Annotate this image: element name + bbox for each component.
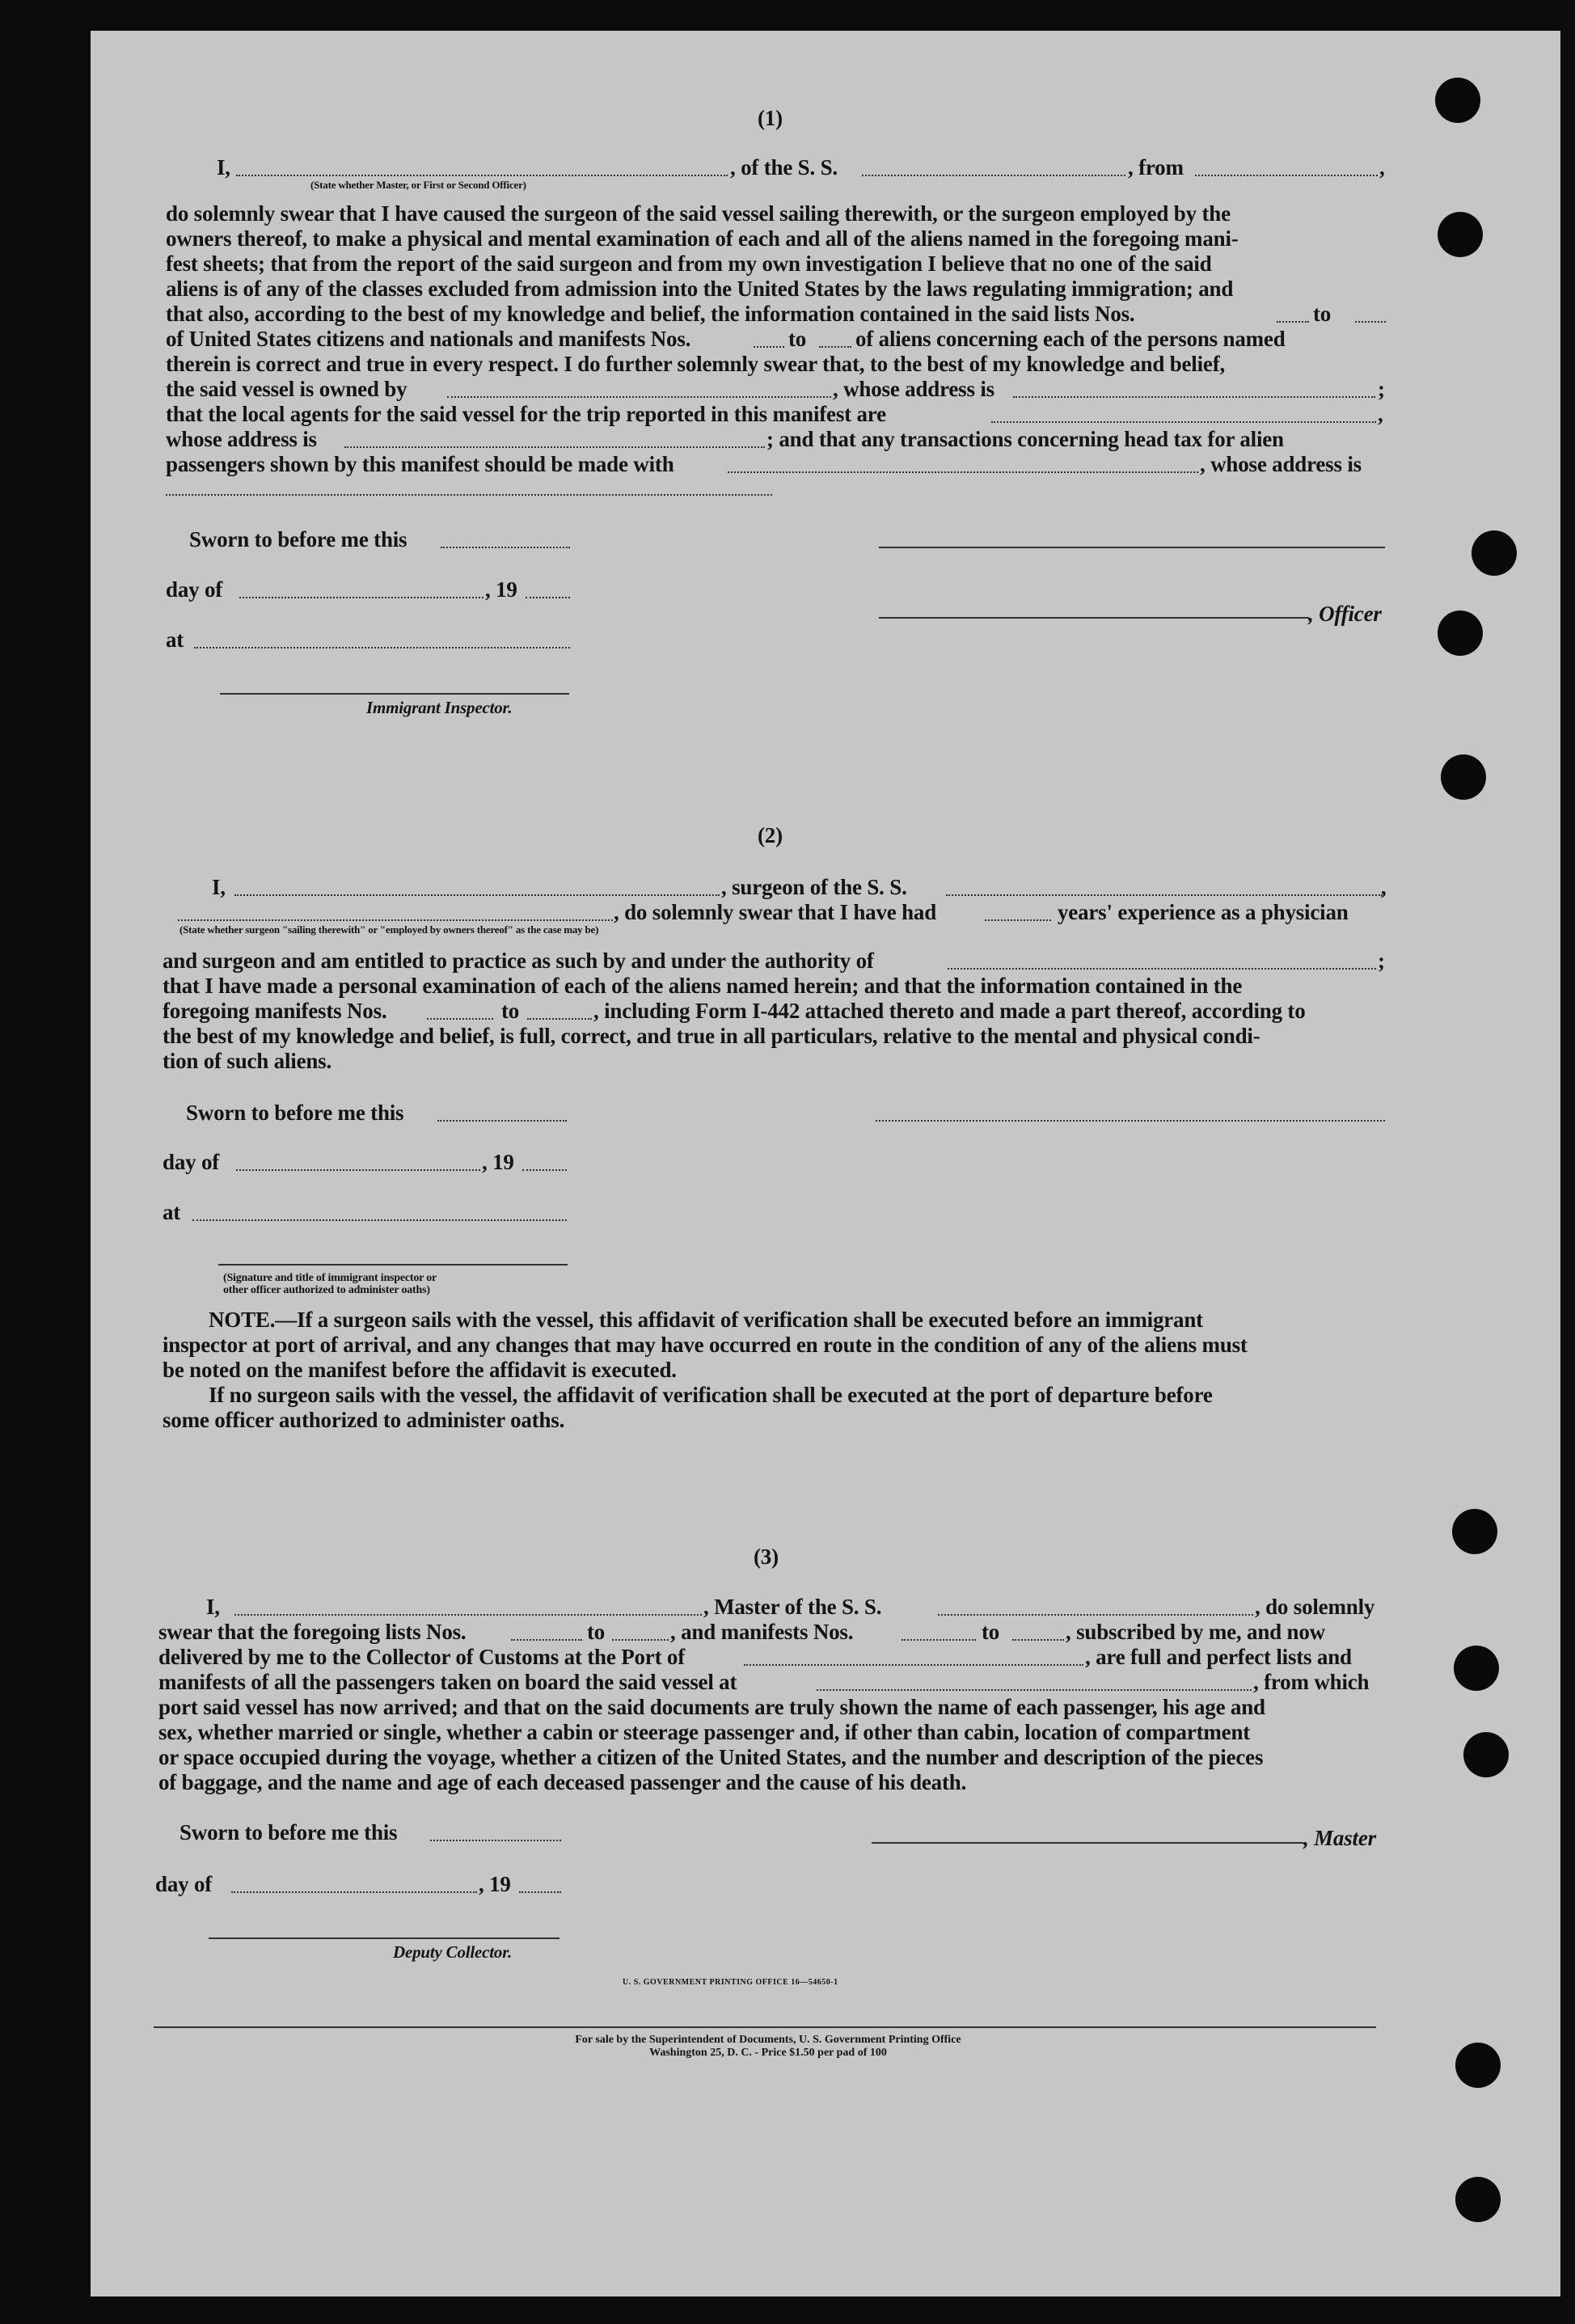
blank-line bbox=[437, 1120, 567, 1122]
signature-line bbox=[218, 1264, 568, 1266]
note-text bbox=[209, 1309, 1203, 1331]
punch-hole bbox=[1452, 1509, 1497, 1554]
punch-hole bbox=[1463, 1732, 1509, 1777]
form-text: , do solemnly swear that I have had bbox=[614, 900, 937, 924]
signature-line bbox=[879, 547, 1385, 548]
punch-hole bbox=[1454, 1646, 1499, 1691]
blank-line bbox=[430, 1840, 561, 1841]
blank-line bbox=[612, 1639, 669, 1641]
form-text: and surgeon and am entitled to practice as such by and under the authority of bbox=[163, 949, 874, 973]
signature-caption: Deputy Collector. bbox=[393, 1942, 513, 1962]
form-text: , bbox=[1381, 875, 1387, 899]
form-text: ; and that any transactions concerning head tax for alien bbox=[766, 427, 1284, 451]
blank-line bbox=[178, 919, 613, 921]
form-text: delivered by me to the Collector of Customs at the Port of bbox=[158, 1645, 686, 1669]
blank-line bbox=[239, 597, 483, 598]
form-text: I, bbox=[212, 875, 226, 899]
field-caption: (State whether Master, or First or Second Officer) bbox=[310, 179, 526, 191]
form-text: to bbox=[587, 1620, 606, 1644]
form-text: , and manifests Nos. bbox=[670, 1620, 854, 1644]
blank-line bbox=[231, 1891, 477, 1893]
blank-line bbox=[817, 1689, 1252, 1691]
form-text: , of the S. S. bbox=[730, 155, 838, 180]
form-text: to bbox=[788, 327, 807, 351]
punch-hole bbox=[1438, 611, 1483, 656]
blank-line bbox=[819, 346, 851, 348]
punch-hole bbox=[1455, 2177, 1501, 2222]
blank-line bbox=[1355, 321, 1386, 323]
signature-line bbox=[879, 617, 1309, 619]
blank-line bbox=[991, 421, 1376, 423]
form-text: of United States citizens and nationals and manifests Nos. bbox=[166, 327, 691, 351]
footer-rule bbox=[154, 2026, 1376, 2028]
form-text: owners thereof, to make a physical and mental examination of each and all of the aliens named in the foregoing mani- bbox=[166, 226, 1239, 251]
form-text: , whose address is bbox=[1200, 452, 1362, 476]
form-text: of aliens concerning each of the persons named bbox=[855, 327, 1286, 351]
signature-line bbox=[876, 1120, 1385, 1122]
form-text: to bbox=[501, 999, 520, 1023]
blank-line bbox=[862, 175, 1125, 176]
blank-line bbox=[519, 1891, 561, 1893]
form-text: , 19 bbox=[482, 1150, 514, 1174]
form-text: or space occupied during the voyage, whether a citizen of the United States, and the number and description of the pieces bbox=[158, 1745, 1264, 1769]
blank-line bbox=[526, 597, 570, 598]
form-text: manifests of all the passengers taken on board the said vessel at bbox=[158, 1670, 737, 1694]
punch-hole bbox=[1438, 212, 1483, 257]
form-text: , surgeon of the S. S. bbox=[721, 875, 907, 899]
blank-line bbox=[754, 346, 784, 348]
punch-hole bbox=[1441, 754, 1486, 800]
signature-caption: , Master bbox=[1303, 1826, 1376, 1850]
signature-caption: (Signature and title of immigrant inspector or bbox=[223, 1272, 437, 1284]
blank-line bbox=[236, 1169, 480, 1171]
section-number: (3) bbox=[754, 1544, 779, 1569]
note-text: inspector at port of arrival, and any changes that may have occurred en route in the condition of any of the aliens must bbox=[163, 1333, 1248, 1357]
note-body: —If a surgeon sails with the vessel, this affidavit of verification shall be executed before an immigrant bbox=[275, 1308, 1203, 1332]
form-text: foregoing manifests Nos. bbox=[163, 999, 387, 1023]
form-text: , whose address is bbox=[833, 377, 994, 401]
form-text: aliens is of any of the classes excluded from admission into the United States by the laws regulating immigration; and bbox=[166, 277, 1234, 301]
form-text: , Master of the S. S. bbox=[703, 1595, 882, 1619]
form-text: Sworn to before me this bbox=[189, 527, 407, 551]
form-text: therein is correct and true in every respect. I do further solemnly swear that, to the best of my knowledge and belief, bbox=[166, 352, 1226, 376]
form-text: day of bbox=[163, 1150, 220, 1174]
form-text: at bbox=[166, 627, 184, 652]
blank-line bbox=[1195, 175, 1378, 176]
form-text: , 19 bbox=[485, 577, 517, 602]
punch-hole bbox=[1472, 530, 1517, 576]
blank-line bbox=[522, 1169, 567, 1171]
form-text: day of bbox=[155, 1872, 213, 1896]
form-text: fest sheets; that from the report of the said surgeon and from my own investigation I believe that no one of the said bbox=[166, 251, 1212, 276]
footer-line: For sale by the Superintendent of Documents, U. S. Government Printing Office bbox=[575, 2034, 961, 2046]
form-text: , 19 bbox=[479, 1872, 511, 1896]
print-code: U. S. GOVERNMENT PRINTING OFFICE 16—54650-1 bbox=[623, 1978, 838, 1987]
form-text: , from which bbox=[1253, 1670, 1370, 1694]
note-text: some officer authorized to administer oaths. bbox=[163, 1408, 565, 1432]
form-text: , from bbox=[1128, 155, 1184, 180]
form-text: years' experience as a physician bbox=[1058, 900, 1349, 924]
form-text: , including Form I-442 attached thereto and made a part thereof, according to bbox=[593, 999, 1306, 1023]
blank-line bbox=[166, 494, 772, 496]
punch-hole bbox=[1435, 78, 1480, 123]
form-text: at bbox=[163, 1200, 181, 1224]
form-text: Sworn to before me this bbox=[186, 1101, 404, 1125]
form-text: , do solemnly bbox=[1255, 1595, 1375, 1619]
blank-line bbox=[511, 1639, 582, 1641]
form-text: , bbox=[1378, 402, 1383, 426]
section-number: (2) bbox=[758, 823, 783, 847]
signature-caption: , Officer bbox=[1308, 602, 1382, 626]
blank-line bbox=[938, 1614, 1253, 1616]
blank-line bbox=[441, 547, 570, 548]
form-text: day of bbox=[166, 577, 223, 602]
form-text: ; bbox=[1378, 377, 1385, 401]
blank-line bbox=[192, 1219, 567, 1221]
form-text: to bbox=[1313, 302, 1332, 326]
form-text: that the local agents for the said vessel for the trip reported in this manifest are bbox=[166, 402, 886, 426]
blank-line bbox=[427, 1018, 493, 1020]
form-text: , subscribed by me, and now bbox=[1066, 1620, 1325, 1644]
signature-line bbox=[872, 1842, 1303, 1844]
signature-line bbox=[209, 1937, 559, 1939]
blank-line bbox=[948, 968, 1376, 970]
blank-line bbox=[527, 1018, 592, 1020]
form-text: to bbox=[982, 1620, 1000, 1644]
form-text: the said vessel is owned by bbox=[166, 377, 407, 401]
form-text: that also, according to the best of my knowledge and belief, the information contained in the said lists Nos. bbox=[166, 302, 1135, 326]
form-text: passengers shown by this manifest should be made with bbox=[166, 452, 674, 476]
blank-line bbox=[447, 396, 831, 398]
blank-line bbox=[902, 1639, 976, 1641]
form-text: of baggage, and the name and age of each deceased passenger and the cause of his death. bbox=[158, 1770, 967, 1794]
signature-caption: Immigrant Inspector. bbox=[366, 698, 513, 717]
form-text: the best of my knowledge and belief, is full, correct, and true in all particulars, relative to the mental and physical condi- bbox=[163, 1024, 1260, 1048]
blank-line bbox=[194, 647, 570, 649]
form-text: sex, whether married or single, whether a cabin or steerage passenger and, if other than cabin, location of compartment bbox=[158, 1720, 1251, 1744]
form-text: tion of such aliens. bbox=[163, 1049, 332, 1073]
blank-line bbox=[1012, 1639, 1064, 1641]
form-text: port said vessel has now arrived; and that on the said documents are truly shown the name of each passenger, his age and bbox=[158, 1695, 1265, 1719]
blank-line bbox=[728, 471, 1198, 473]
note-label: NOTE. bbox=[209, 1308, 276, 1332]
form-text: whose address is bbox=[166, 427, 317, 451]
form-text: Sworn to before me this bbox=[179, 1820, 398, 1844]
blank-line bbox=[946, 894, 1383, 896]
blank-line bbox=[236, 175, 728, 176]
form-text: , are full and perfect lists and bbox=[1085, 1645, 1352, 1669]
blank-line bbox=[234, 1614, 702, 1616]
note-text: be noted on the manifest before the affidavit is executed. bbox=[163, 1358, 677, 1382]
signature-caption: other officer authorized to administer oaths) bbox=[223, 1284, 430, 1296]
form-text: do solemnly swear that I have caused the surgeon of the said vessel sailing therewith, or the surgeon employed by the bbox=[166, 201, 1231, 226]
form-text: I, bbox=[217, 155, 230, 180]
punch-hole bbox=[1455, 2043, 1501, 2088]
blank-line bbox=[985, 919, 1051, 921]
blank-line bbox=[1013, 396, 1375, 398]
section-number: (1) bbox=[758, 106, 783, 130]
blank-line bbox=[344, 446, 765, 448]
form-text: ; bbox=[1378, 949, 1385, 973]
footer-line: Washington 25, D. C. - Price $1.50 per pad of 100 bbox=[649, 2047, 887, 2059]
signature-line bbox=[220, 693, 569, 695]
form-text: that I have made a personal examination of each of the aliens named herein; and that the information contained in the bbox=[163, 974, 1243, 998]
blank-line bbox=[744, 1664, 1083, 1666]
blank-line bbox=[1277, 321, 1309, 323]
note-text: If no surgeon sails with the vessel, the affidavit of verification shall be executed at the port of departure before bbox=[209, 1383, 1213, 1407]
form-text: I, bbox=[206, 1595, 220, 1619]
blank-line bbox=[234, 894, 720, 896]
field-caption: (State whether surgeon "sailing therewith" or "employed by owners thereof" as the case may be) bbox=[179, 923, 599, 936]
form-text: , bbox=[1379, 155, 1385, 180]
form-text: swear that the foregoing lists Nos. bbox=[158, 1620, 467, 1644]
